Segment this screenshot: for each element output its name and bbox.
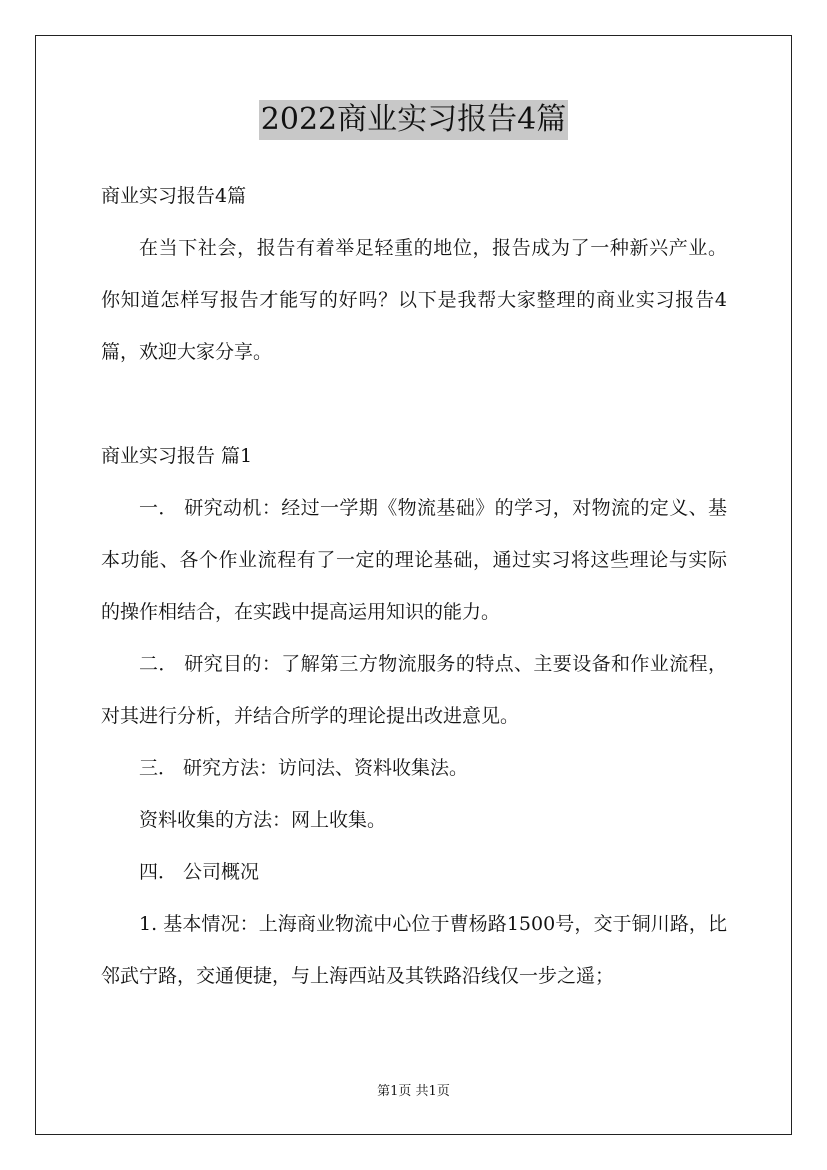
paragraph-item-2: 二． 研究目的：了解第三方物流服务的特点、主要设备和作业流程，对其进行分析，并结合所学的理论提出改进意见。 bbox=[101, 653, 727, 727]
title-container bbox=[0, 100, 827, 140]
paragraph-item-3-detail: 资料收集的方法：网上收集。 bbox=[139, 809, 387, 831]
paragraph-item-4: 四． 公司概况 bbox=[139, 861, 260, 883]
document-subtitle: 商业实习报告4篇 bbox=[101, 185, 247, 207]
intro-paragraph: 在当下社会，报告有着举足轻重的地位，报告成为了一种新兴产业。你知道怎样写报告才能写的好吗？以下是我帮大家整理的商业实习报告4篇，欢迎大家分享。 bbox=[101, 237, 727, 363]
document-body bbox=[101, 170, 727, 1002]
section-heading: 商业实习报告 篇1 bbox=[101, 445, 253, 467]
page-footer: 第1页 共1页 bbox=[377, 1084, 450, 1099]
paragraph-item-3: 三． 研究方法：访问法、资料收集法。 bbox=[139, 757, 469, 779]
document-title: 2022商业实习报告4篇 bbox=[259, 100, 568, 140]
paragraph-item-4-1: 1. 基本情况：上海商业物流中心位于曹杨路1500号，交于铜川路，比邻武宁路，交通便捷，与上海西站及其铁路沿线仅一步之遥； bbox=[101, 913, 727, 987]
paragraph-item-1: 一． 研究动机：经过一学期《物流基础》的学习，对物流的定义、基本功能、各个作业流程有了一定的理论基础，通过实习将这些理论与实际的操作相结合，在实践中提高运用知识的能力。 bbox=[101, 497, 727, 623]
paragraph-spacer bbox=[101, 378, 727, 430]
